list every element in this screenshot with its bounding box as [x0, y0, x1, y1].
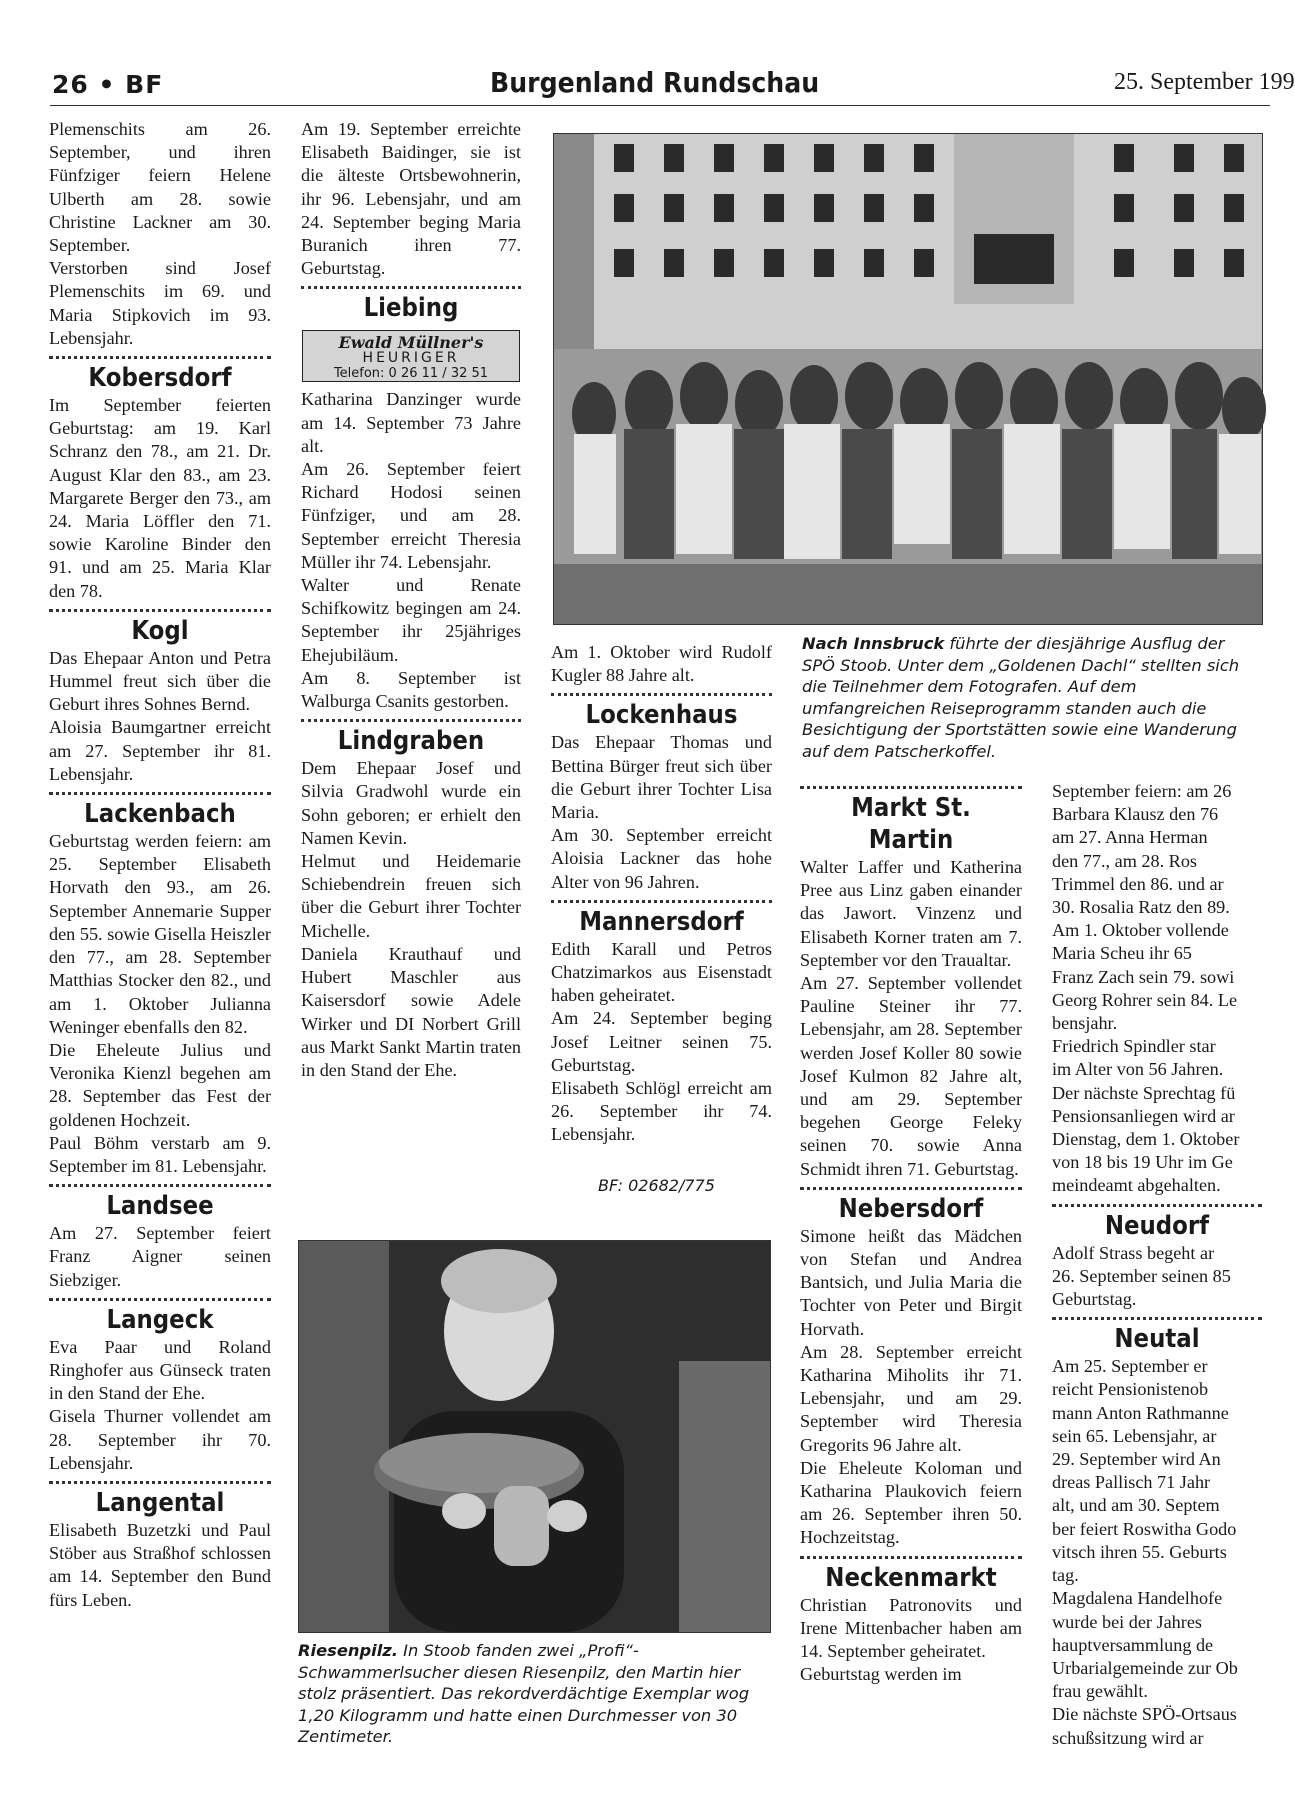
section-heading-neckenmarkt: Neckenmarkt: [825, 1562, 997, 1593]
article-text: Verstorben sind Josef Plemenschits im 69. und Maria Stipkovich im 93. Lebensjahr.: [49, 258, 271, 348]
text-line: 29. September wird An: [1052, 1449, 1221, 1470]
section-heading-nebersdorf: Nebersdorf: [838, 1193, 984, 1224]
article-text: Walter und Renate Schifkowitz begingen am 24. September ihr 25jähriges Ehejubiläum.: [301, 575, 521, 665]
text-line: tag.: [1052, 1565, 1079, 1586]
dotted-divider: [49, 792, 271, 795]
heuriger-advertisement: [302, 330, 520, 382]
text-line: 26. September seinen 85: [1052, 1265, 1231, 1286]
dotted-divider: [800, 786, 1022, 789]
column-3: [551, 641, 772, 1147]
article-text: Christian Patronovits und Irene Mittenbacher haben am 14. September geheiratet.: [800, 1594, 1022, 1662]
ad-telephone: Telefon: 0 26 11 / 32 51: [333, 366, 489, 382]
innsbruck-group-photo: [553, 133, 1263, 625]
dotted-divider: [551, 900, 772, 903]
article-text: Paul Böhm verstarb am 9. September im 81. Lebensjahr.: [49, 1132, 271, 1176]
article-text: Im September feierten Geburtstag: am 19. Karl Schranz den 78., am 21. Dr. August Klar den 83., am 23. Margarete Berger den 73., am 24. Maria Löffler den 71. sowie Karoline Binder den 91. und am 25. Maria Klar den 78.: [49, 395, 271, 601]
text-line: hauptversammlung de: [1052, 1634, 1214, 1655]
column-1: [49, 118, 271, 1612]
article-text: Dem Ehepaar Josef und Silvia Gradwohl wurde ein Sohn geboren; er erhielt den Namen Kevin.: [301, 758, 521, 848]
text-line: schußsitzung wird ar: [1052, 1727, 1204, 1748]
article-text: Am 19. September erreichte Elisabeth Baidinger, sie ist die älteste Ortsbewohnerin, ihr 96. Lebensjahr, und am 24. September beging Maria Buranich ihren 77. Geburtstag.: [301, 119, 521, 279]
mushroom-photo-caption: [298, 1640, 768, 1748]
article-text: Gisela Thurner vollendet am 28. September ihr 70. Lebensjahr.: [49, 1406, 271, 1473]
text-line: reicht Pensionistenob: [1052, 1379, 1209, 1400]
header-rule: [50, 105, 1270, 106]
article-text: Edith Karall und Petros Chatzimarkos aus Eisenstadt haben geheiratet.: [551, 938, 772, 1006]
text-line: meindeamt abgehalten.: [1052, 1175, 1221, 1196]
text-line: bensjahr.: [1052, 1013, 1118, 1034]
text-line: September feiern: am 26: [1052, 781, 1232, 801]
article-text: Die Eheleute Julius und Veronika Kienzl begehen am 28. September das Fest der goldenen Hochzeit.: [49, 1039, 271, 1130]
dotted-divider: [49, 1481, 271, 1484]
article-text: Die Eheleute Koloman und Katharina Plaukovich feiern am 26. September ihren 50. Hochzeitstag.: [800, 1457, 1022, 1548]
dotted-divider: [800, 1187, 1022, 1190]
section-heading-lockenhaus: Lockenhaus: [585, 700, 738, 731]
section-heading-langental: Langental: [95, 1487, 225, 1518]
text-line: Am 25. September er: [1052, 1356, 1208, 1377]
section-heading-landsee: Landsee: [106, 1191, 214, 1222]
text-line: Die nächste SPÖ-Ortsaus: [1052, 1704, 1237, 1725]
text-line: am 27. Anna Herman: [1052, 827, 1208, 848]
article-text: Das Ehepaar Anton und Petra Hummel freut sich über die Geburt ihres Sohnes Bernd.: [49, 647, 271, 715]
section-heading-kogl: Kogl: [131, 615, 189, 646]
text-line: Magdalena Handelhofe: [1052, 1588, 1223, 1609]
article-text: Am 1. Oktober wird Rudolf Kugler 88 Jahre alt.: [551, 642, 772, 686]
text-block-c: [1052, 1355, 1262, 1749]
text-line: im Alter von 56 Jahren.: [1052, 1059, 1224, 1080]
article-text: Eva Paar und Roland Ringhofer aus Günseck traten in den Stand der Ehe.: [49, 1336, 271, 1404]
text-line: Der nächste Sprechtag fü: [1052, 1082, 1236, 1103]
dotted-divider: [1052, 1204, 1262, 1207]
text-line: Pensionsanliegen wird ar: [1052, 1105, 1235, 1126]
text-line: Trimmel den 86. und ar: [1052, 873, 1224, 894]
dotted-divider: [49, 609, 271, 612]
article-text: Am 26. September feiert Richard Hodosi seinen Fünfziger, und am 28. September erreicht Theresia Müller ihr 74. Lebensjahr.: [301, 459, 521, 572]
section-heading-lindgraben: Lindgraben: [337, 726, 485, 757]
article-text: Am 27. September feiert Franz Aigner seinen Siebziger.: [49, 1223, 271, 1290]
text-line: wurde bei der Jahres: [1052, 1611, 1202, 1632]
section-heading-neudorf: Neudorf: [1104, 1210, 1210, 1241]
caption-lead: Nach Innsbruck: [802, 634, 945, 653]
text-line: ber feiert Roswitha Godo: [1052, 1518, 1237, 1539]
text-line: 30. Rosalia Ratz den 89.: [1052, 897, 1230, 918]
text-line: Geburtstag.: [1052, 1289, 1137, 1310]
page-number: 26 • BF: [52, 70, 164, 99]
section-heading-langeck: Langeck: [106, 1304, 214, 1335]
article-text: Geburtstag werden feiern: am 25. September Elisabeth Horvath den 93., am 26. September Annemarie Supper den 55. sowie Gisella Heiszler den 77., am 28. September Matthias Stocker den 82., und am 1. Oktober Julianna Weninger ebenfalls den 82.: [49, 831, 271, 1037]
mushroom-photo: [298, 1240, 771, 1633]
text-line: dreas Pallisch 71 Jahr: [1052, 1472, 1211, 1493]
issue-date: 25. September 199: [1114, 69, 1295, 95]
dotted-divider: [1052, 1317, 1262, 1320]
article-text: Helmut und Heidemarie Schiebendrein freuen sich über die Geburt ihrer Tochter Michelle.: [301, 851, 521, 941]
article-text: Elisabeth Buzetzki und Paul Stöber aus Straßhof schlossen am 14. September den Bund fürs Leben.: [49, 1519, 271, 1610]
dotted-divider: [301, 286, 521, 289]
caption-lead: Riesenpilz.: [298, 1641, 398, 1660]
text-block-a: [1052, 780, 1262, 1198]
bf-phone-number: BF: 02682/775: [598, 1176, 715, 1195]
article-text: Am 24. September beging Josef Leitner seinen 75. Geburtstag.: [551, 1008, 772, 1075]
text-line: den 77., am 28. Ros: [1052, 850, 1197, 871]
dotted-divider: [49, 1184, 271, 1187]
article-text: Aloisia Baumgartner erreicht am 27. September ihr 81. Lebensjahr.: [49, 717, 271, 784]
group-photo-caption: [802, 633, 1262, 762]
article-text: Simone heißt das Mädchen von Stefan und Andrea Bantsich, und Julia Maria die Tochter von Peter und Birgit Horvath.: [800, 1225, 1022, 1339]
caption-text: führte der diesjährige Ausflug der SPÖ Stoob. Unter dem „Goldenen Dachl“ stellten sich die Teilnehmer dem Fotografen. Auf dem umfangreichen Reiseprogramm standen auch die Besichtigung der Sportstätten sowie eine Wanderung auf dem Patscherkoffel.: [802, 634, 1240, 761]
article-text: Katharina Danzinger wurde am 14. September 73 Jahre alt.: [301, 389, 521, 456]
section-heading-lackenbach: Lackenbach: [84, 799, 236, 830]
text-line: von 18 bis 19 Uhr im Ge: [1052, 1152, 1233, 1173]
text-line: frau gewählt.: [1052, 1681, 1148, 1702]
text-line: mann Anton Rathmanne: [1052, 1402, 1229, 1423]
dotted-divider: [800, 1556, 1022, 1559]
article-text: Am 27. September vollendet Pauline Steiner ihr 77. Lebensjahr, am 28. September werden Josef Koller 80 sowie Josef Kulmon 82 Jahre alt, und am 29. September begehen George Feleky seinen 70. sowie Anna Schmidt ihren 71. Geburtstag.: [800, 973, 1022, 1179]
text-line: Am 1. Oktober vollende: [1052, 920, 1229, 941]
dotted-divider: [49, 1298, 271, 1301]
article-text: Am 30. September erreicht Aloisia Lackner das hohe Alter von 96 Jahren.: [551, 825, 772, 892]
article-text: Plemenschits am 26. September, und ihren Fünfziger feiern Helene Ulberth am 28. sowie Christine Lackner am 30. September.: [49, 119, 271, 256]
section-heading-neutal: Neutal: [1114, 1324, 1200, 1355]
article-text: Am 8. September ist Walburga Csanits gestorben.: [301, 667, 521, 712]
text-line: Dienstag, dem 1. Oktober: [1052, 1129, 1240, 1150]
group-photo-illustration: [554, 134, 1262, 624]
column-4: [800, 780, 1022, 1687]
section-heading-liebing: Liebing: [363, 293, 459, 324]
article-text: Elisabeth Schlögl erreicht am 26. September ihr 74. Lebensjahr.: [551, 1078, 772, 1145]
section-heading-mannersdorf: Mannersdorf: [579, 906, 744, 937]
article-text: Walter Laffer und Katherina Pree aus Linz gaben einander das Jawort. Vinzenz und Elisabeth Korner traten am 7. September vor den Traualtar.: [800, 857, 1022, 970]
article-text: Am 28. September erreicht Katharina Miholits ihr 71. Lebensjahr, und am 29. September wird Theresia Gregorits 96 Jahre alt.: [800, 1341, 1022, 1455]
text-line: Urbarialgemeinde zur Ob: [1052, 1657, 1238, 1678]
article-text: Das Ehepaar Thomas und Bettina Bürger freut sich über die Geburt ihrer Tochter Lisa Maria.: [551, 732, 772, 823]
newspaper-title: Burgenland Rundschau: [490, 66, 820, 99]
dotted-divider: [301, 719, 521, 722]
text-line: vitsch ihren 55. Geburts: [1052, 1541, 1227, 1562]
section-heading-kobersdorf: Kobersdorf: [88, 363, 232, 394]
ad-subtitle: HEURIGER: [362, 350, 460, 367]
text-line: Friedrich Spindler star: [1052, 1036, 1216, 1057]
text-line: Maria Scheu ihr 65: [1052, 943, 1192, 964]
mushroom-photo-illustration: [299, 1241, 770, 1632]
section-heading-markt-st-martin: Markt St. Martin: [851, 793, 971, 855]
text-line: Barbara Klausz den 76: [1052, 804, 1219, 825]
text-line: Franz Zach sein 79. sowi: [1052, 966, 1235, 987]
column-5: [1052, 780, 1262, 1750]
dotted-divider: [551, 693, 772, 696]
text-line: Georg Rohrer sein 84. Le: [1052, 989, 1238, 1010]
text-block-b: [1052, 1242, 1262, 1312]
article-text: Geburtstag werden im: [800, 1664, 962, 1685]
dotted-divider: [49, 356, 271, 359]
text-line: Adolf Strass begeht ar: [1052, 1242, 1215, 1263]
caption-text: In Stoob fanden zwei „Profi“-Schwammerlsucher diesen Riesenpilz, den Martin hier stolz präsentiert. Das rekordverdächtige Exemplar wog 1,20 Kilogramm und hatte einen Durchmesser von 30 Zentimeter.: [298, 1641, 750, 1746]
ad-name: Ewald Müllner's: [338, 333, 484, 353]
article-text: Daniela Krauthauf und Hubert Maschler aus Kaisersdorf sowie Adele Wirker und DI Norbert Grill aus Markt Sankt Martin traten in den Stand der Ehe.: [301, 943, 521, 1080]
page-header: [52, 62, 1295, 106]
text-line: alt, und am 30. Septem: [1052, 1495, 1220, 1516]
text-line: sein 65. Lebensjahr, ar: [1052, 1425, 1217, 1446]
column-2: [301, 118, 521, 1082]
